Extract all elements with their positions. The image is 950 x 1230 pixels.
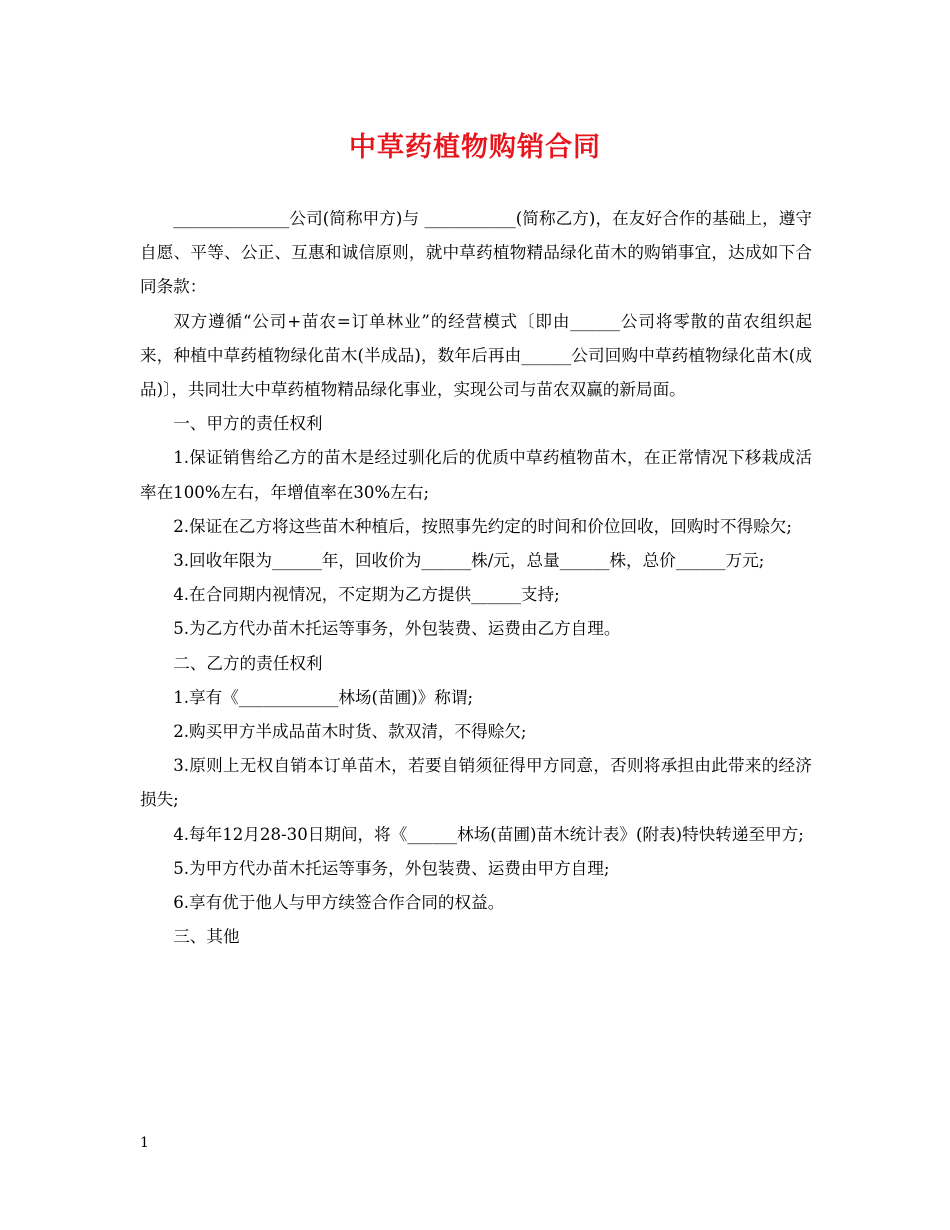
paragraph-intro: ______________公司(简称甲方)与 ___________(简称乙方)，在友好合作的基础上，遵守自愿、平等、公正、互惠和诚信原则，就中草药植物精品绿化苗木的购销事宜，达成如下合同条款： — [140, 209, 812, 297]
clause-b-4: 4.每年12月28-30日期间，将《______林场(苗圃)苗木统计表》(附表)特快转递至甲方; — [173, 824, 804, 844]
clause-a-4: 4.在合同期内视情况，不定期为乙方提供______支持; — [173, 585, 560, 605]
clause-a-2: 2.保证在乙方将这些苗木种植后，按照事先约定的时间和价位回收，回购时不得赊欠; — [173, 516, 792, 536]
clause-a-1: 1.保证销售给乙方的苗木是经过驯化后的优质中草药植物苗木，在正常情况下移栽成活率在100%左右，年增值率在30%左右; — [140, 448, 812, 502]
clause-b-5: 5.为甲方代办苗木托运等事务，外包装费、运费由甲方自理; — [173, 858, 610, 878]
clause-a-5: 5.为乙方代办苗木托运等事务，外包装费、运费由乙方自理。 — [173, 619, 621, 639]
clause-a-3: 3.回收年限为______年，回收价为______株/元，总量______株，总价______万元; — [173, 551, 765, 571]
clause-b-3: 3.原则上无权自销本订单苗木，若要自销须征得甲方同意，否则将承担由此带来的经济损失; — [140, 756, 812, 810]
clause-b-6: 6.享有优于他人与甲方续签合作合同的权益。 — [173, 893, 505, 913]
paragraph-business-model: 双方遵循“公司+苗农=订单林业”的经营模式〔即由______公司将零散的苗农组织起来，种植中草药植物绿化苗木(半成品)，数年后再由______公司回购中草药植物绿化苗木(成品)〕，共同壮大中草药植物精品绿化事业，实现公司与苗农双赢的新局面。 — [140, 311, 812, 400]
document-body — [140, 202, 812, 954]
clause-b-2: 2.购买甲方半成品苗木时货、款双清，不得赊欠; — [173, 722, 527, 742]
section-heading-party-b: 二、乙方的责任权利 — [173, 653, 323, 673]
section-heading-party-a: 一、甲方的责任权利 — [173, 414, 323, 434]
clause-b-1: 1.享有《____________林场(苗圃)》称谓; — [173, 687, 474, 707]
page-number: 1 — [140, 1135, 149, 1151]
document-title: 中草药植物购销合同 — [349, 132, 601, 163]
section-heading-other: 三、其他 — [173, 927, 240, 947]
